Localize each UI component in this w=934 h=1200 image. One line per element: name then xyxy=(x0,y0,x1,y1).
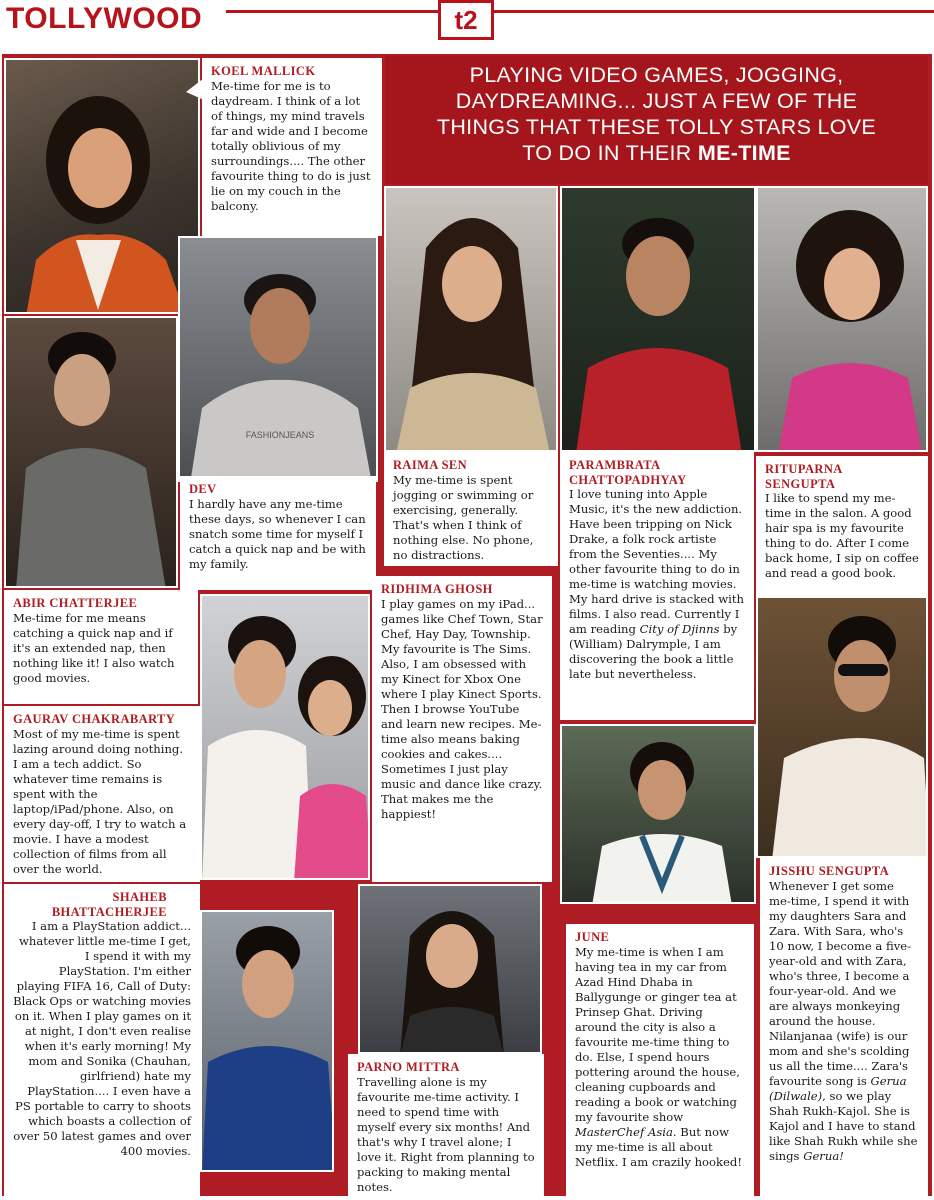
jisshu-photo xyxy=(756,596,928,858)
song-title: Gerua! xyxy=(803,1148,844,1163)
star-name: JISSHU SENGUPTA xyxy=(769,864,890,878)
star-name: ABIR CHATTERJEE xyxy=(13,596,138,610)
ridhima-ghosh-quote xyxy=(372,576,552,882)
show-title: MasterChef Asia. xyxy=(575,1124,677,1139)
rituparna-photo xyxy=(756,186,928,452)
headline-line: THINGS THAT THESE TOLLY STARS LOVE xyxy=(436,115,877,139)
t2-logo: t2 xyxy=(438,0,494,40)
speech-bubble-tail xyxy=(186,78,204,104)
star-quote: Me-time for me is to daydream. I think of a lot of things, my mind travels far and wide and I become totally oblivious of my surroundings.... The other favourite thing to do is just lie on my couch in the balcony. xyxy=(211,78,371,213)
person-silhouette xyxy=(202,596,370,880)
dev-photo xyxy=(178,236,378,482)
star-name: RAIMA SEN xyxy=(393,458,468,472)
gaurav-chakrabarty-quote xyxy=(4,706,200,882)
headline-line: TO DO IN THEIR ME-TIME xyxy=(522,141,791,165)
raima-sen-photo xyxy=(384,186,558,452)
person-silhouette xyxy=(180,238,378,482)
headline-emphasis: ME-TIME xyxy=(697,141,791,165)
star-quote: I love tuning into Apple Music, it's the new addiction. Have been tripping on Nick Drake, a folk rock artiste from the Seventies.... My other favourite thing to do in me-time is watching movies. My hard drive is stacked with films. I also read. Currently I am reading City of Djinns by (William) Dalrymple, I am discovering the book a little late but nevertheless. xyxy=(569,487,745,682)
star-name: DEV xyxy=(189,482,217,496)
headline-line: PLAYING VIDEO GAMES, JOGGING, xyxy=(469,63,844,87)
star-name: GAURAV CHAKRABARTY xyxy=(13,712,176,726)
abir-chatterjee-quote xyxy=(4,590,198,704)
book-title: City of Djinns xyxy=(639,622,720,637)
star-quote: I like to spend my me-time in the salon. A good hair spa is my favourite thing to do. After I come back home, I sip on coffee and read a good book. xyxy=(765,491,919,581)
abir-chatterjee-photo xyxy=(4,316,178,588)
dev-quote xyxy=(180,476,376,590)
koel-mallick-photo xyxy=(4,58,200,314)
person-silhouette xyxy=(562,188,756,452)
masthead xyxy=(0,0,934,42)
parambrata-quote xyxy=(560,452,754,720)
star-quote: I am a PlayStation addict... whatever little me-time I get, I spend it with my PlayStation. I'm either playing FIFA 16, Call of Duty: Black Ops or watching movies on it. When I play games on it at night, I don't even realise when it's early morning! My mom and Sonika (Chauhan, girlfriend) hate my PlayStation.... I even have a PS portable to carry to shoots which boasts a collection of over 50 latest games and over 400 movies. xyxy=(13,919,191,1159)
parno-mittra-photo xyxy=(358,884,542,1054)
star-name: JUNE xyxy=(575,930,610,944)
star-name: KOEL MALLICK xyxy=(211,64,316,78)
person-silhouette xyxy=(758,188,928,452)
shaheb-quote xyxy=(4,884,200,1196)
svg-text:FASHIONJEANS: FASHIONJEANS xyxy=(245,430,315,440)
star-name: RIDHIMA GHOSH xyxy=(381,582,493,596)
star-name: RITUPARNA SENGUPTA xyxy=(765,462,843,491)
rituparna-quote xyxy=(756,456,928,596)
shaheb-photo xyxy=(200,910,334,1172)
star-quote: Most of my me-time is spent lazing around doing nothing. I am a tech addict. So whatever time remains is spent with the laptop/iPad/phone. Also, on every day-off, I try to watch a movie. I have a modest collection of films from all over the world. xyxy=(13,726,187,876)
person-silhouette xyxy=(562,726,756,904)
june-quote xyxy=(566,924,754,1196)
section-title: TOLLYWOOD xyxy=(6,2,203,35)
raima-sen-quote xyxy=(384,452,558,566)
masthead-rule xyxy=(226,10,934,13)
person-silhouette xyxy=(758,598,928,858)
film-title: (Dilwale) xyxy=(769,1088,823,1103)
june-photo xyxy=(560,724,756,904)
star-quote: My me-time is spent jogging or swimming or exercising, generally. That's when I think of nothing else. No phone, no distractions. xyxy=(393,472,534,562)
parno-mittra-quote xyxy=(348,1054,544,1196)
gaurav-ridhima-photo xyxy=(200,594,370,880)
star-quote: Me-time for me means catching a quick nap and if it's an extended nap, then nothing like it! I also watch good movies. xyxy=(13,610,175,685)
parambrata-photo xyxy=(560,186,756,452)
star-quote: My me-time is when I am having tea in my car from Azad Hind Dhaba in Ballygunge or ginger tea at Prinsep Ghat. Driving around the city is also a favourite me-time thing to do. Else, I spend hours pottering around the house, cleaning cupboards and reading a book or watching my favourite show MasterChef Asia. But now my me-time is all about Netflix. I am crazily hooked! xyxy=(575,944,742,1169)
person-silhouette xyxy=(386,188,558,452)
star-name: PARNO MITTRA xyxy=(357,1060,460,1074)
person-silhouette xyxy=(360,886,542,1054)
person-silhouette xyxy=(6,318,178,588)
star-name: PARAMBRATA CHATTOPADHYAY xyxy=(569,458,687,487)
star-quote: I play games on my iPad... games like Chef Town, Star Chef, Hay Day, Township. My favourite is The Sims. Also, I am obsessed with my Kinect for Xbox One where I play Kinect Sports. Then I browse YouTube and learn new recipes. Me-time also means baking cookies and cakes.... Sometimes I just play music and dance like crazy. That makes me the happiest! xyxy=(381,596,543,821)
star-quote: I hardly have any me-time these days, so whenever I can snatch some time for myself I catch a quick nap and be with my family. xyxy=(189,496,366,571)
person-silhouette xyxy=(6,60,200,314)
song-title: Gerua xyxy=(870,1073,907,1088)
jisshu-sengupta-quote xyxy=(760,858,928,1196)
koel-mallick-quote xyxy=(202,58,382,236)
person-silhouette xyxy=(202,912,334,1172)
star-quote: Travelling alone is my favourite me-time activity. I need to spend time with myself every six months! And that's why I travel alone; I love it. Right from planning to packing to making mental notes. xyxy=(357,1074,535,1194)
star-name: SHAHEB BHATTACHERJEE xyxy=(51,890,167,919)
headline xyxy=(385,56,928,184)
star-quote: Whenever I get some me-time, I spend it with my daughters Sara and Zara. With Sara, who's 10 now, I become a five-year-old and with Zara, who's three, I become a four-year-old. And we are always monkeying around the house. Nilanjanaa (wife) is our mom and she's scolding us all the time.... Zara's favourite song is Gerua (Dilwale), so we play Shah Rukh-Kajol. She is Kajol and I have to stand like Shah Rukh while she sings Gerua! xyxy=(769,878,918,1163)
headline-line: DAYDREAMING... JUST A FEW OF THE xyxy=(455,89,858,113)
